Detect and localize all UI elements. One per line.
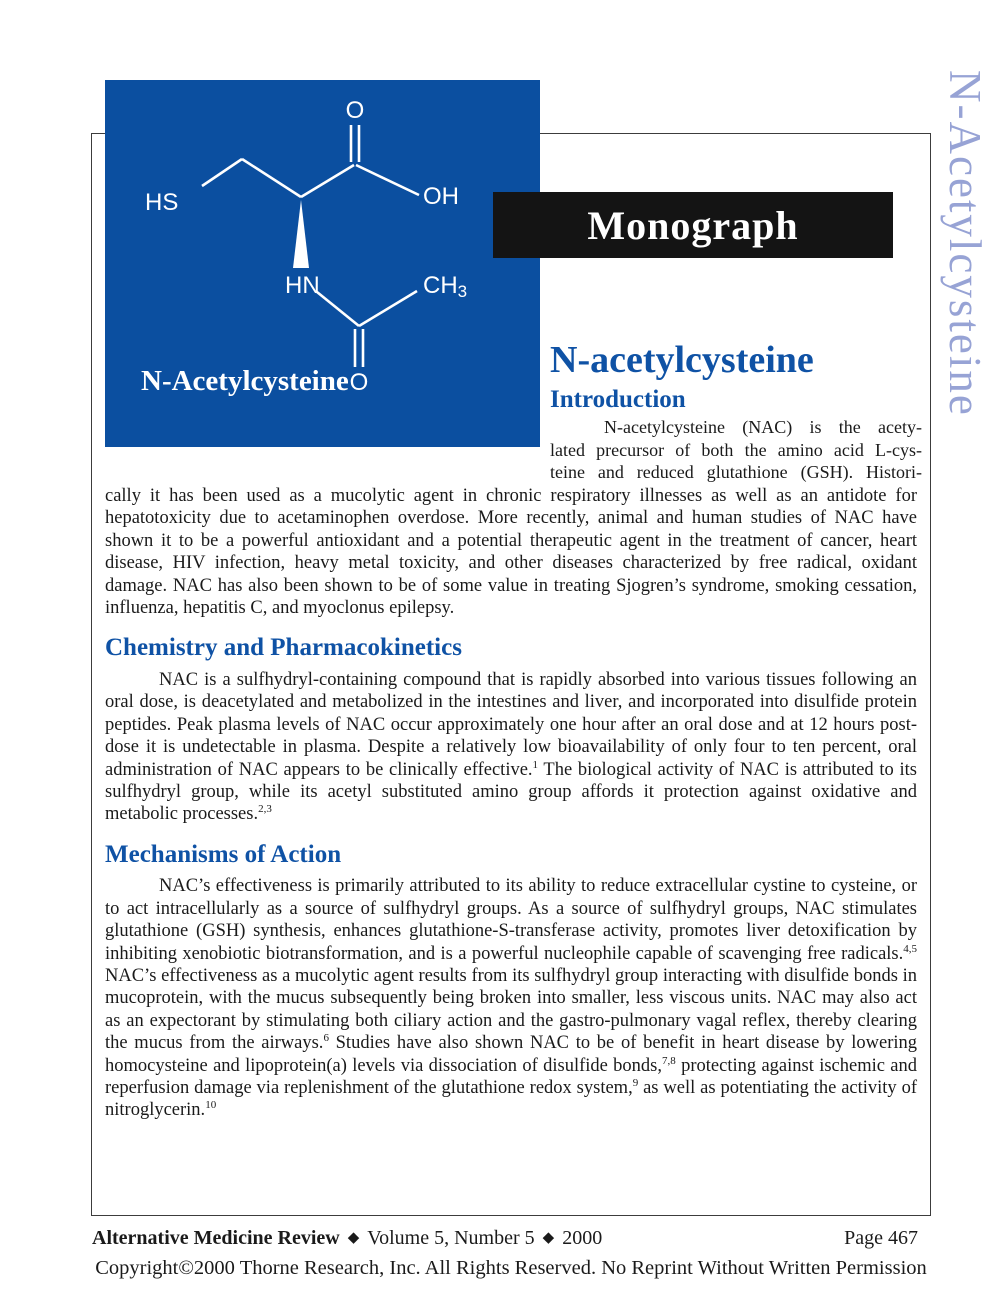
diamond-icon: ◆ [347,1230,360,1246]
main-text-column [105,485,917,1122]
intro-line: N-acetylcysteine (NAC) is the acety- [604,417,922,438]
chemistry-paragraph: NAC is a sulfhydryl-containing compound that is rapidly absorbed into various tissues following an oral dose, is deacetylated and metabolized in the intestines and liver, and incorporated into disulfide protein peptides. Peak plasma levels of NAC occur approximately one hour after an oral dose and at 12 hours post-dose it is undetectable in plasma. Despite a relatively low bioavailability of only four to ten percent, oral administration of NAC appears to be clinically effective.$^1$ The biological activity of NAC is attributed to its sulfhydryl group, while its acetyl substituted amino group affords it protection against oxidative and metabolic processes.$^{2,3}$ [105,669,917,825]
title-column [550,341,922,484]
intro-line: lated precursor of both the amino acid L-cys- [550,439,922,460]
stereo-wedge [293,200,309,268]
intro-line: teine and reduced glutathione (GSH). Histori- [550,462,922,483]
copyright-notice: Copyright©2000 Thorne Research, Inc. All Rights Reserved. No Reprint Without Written Permission [95,1257,927,1279]
molecule-structure-drawing [105,80,540,447]
molecule-name-label: N-Acetylcysteine [141,365,349,397]
mechanisms-paragraph: NAC’s effectiveness is primarily attributed to its ability to reduce extracellular cystine to cysteine, or to act intracellularly as a source of sulfhydryl groups. As a source of sulfhydryl groups, NAC stimulates glutathione (GSH) synthesis, enhances glutathione-S-transferase activity, promotes liver detoxification by inhibiting xenobiotic biotransformation, and is a powerful nucleophile capable of scavenging free radicals.$^{4,5}$ NAC’s effectiveness as a mucolytic agent results from its sulfhydryl group interacting with disulfide bonds in mucoprotein, with the mucus subsequently being broken into smaller, less viscous units. NAC may also act as an expectorant by stimulating both ciliary action and the gastro-pulmonary vagal reflex, thereby clearing the mucus from the airways.$^6$ Studies have also shown NAC to be of benefit in heart disease by lowering homocysteine and lipoprotein(a) levels via dissociation of disulfide bonds,$^{7,8}$ protecting against ischemic and reperfusion damage via replenishment of the glutathione redox system,$^9$ as well as potentiating the activity of nitroglycerin.$^{10}$ [105,876,917,1121]
year-label: 2000 [562,1227,603,1249]
atom-label-hs: HS [145,189,179,216]
atom-label-hn: HN [285,272,320,299]
atom-label-o-top: O [345,97,365,124]
mechanisms-heading: Mechanisms of Action [105,840,342,868]
introduction-paragraph-continuation: cally it has been used as a mucolytic agent in chronic respiratory illnesses as well as an antidote for hepatotoxicity due to acetaminophen overdose. More recently, animal and human studies of NAC have shown it to be a powerful antioxidant and a potential therapeutic agent in the treatment of cancer, heart disease, HIV infection, heavy metal toxicity, and other diseases characterized by free radical, oxidant damage. NAC has also been shown to be of some value in treating Sjogren’s syndrome, smoking cessation, influenza, hepatitis C, and myoclonus epilepsy. [105,486,917,619]
atom-label-ch3: CH3 [423,272,468,301]
footer-citation [92,1227,844,1250]
monograph-banner-label: Monograph [587,202,799,248]
introduction-heading: Introduction [550,385,686,413]
atom-label-o-bottom: O [349,369,369,396]
monograph-banner [493,192,893,258]
page-number: Page 467 [844,1227,918,1249]
diamond-icon: ◆ [542,1230,555,1246]
issue-label: Volume 5, Number 5 [367,1227,535,1249]
footer [92,1227,918,1250]
vertical-side-title: N-Acetylcysteine [940,70,990,417]
chemical-structure-panel [105,80,540,447]
chemistry-heading: Chemistry and Pharmacokinetics [105,634,462,662]
journal-name: Alternative Medicine Review [92,1227,340,1249]
atom-label-oh: OH [423,183,459,210]
article-title: N-acetylcysteine [550,339,814,381]
